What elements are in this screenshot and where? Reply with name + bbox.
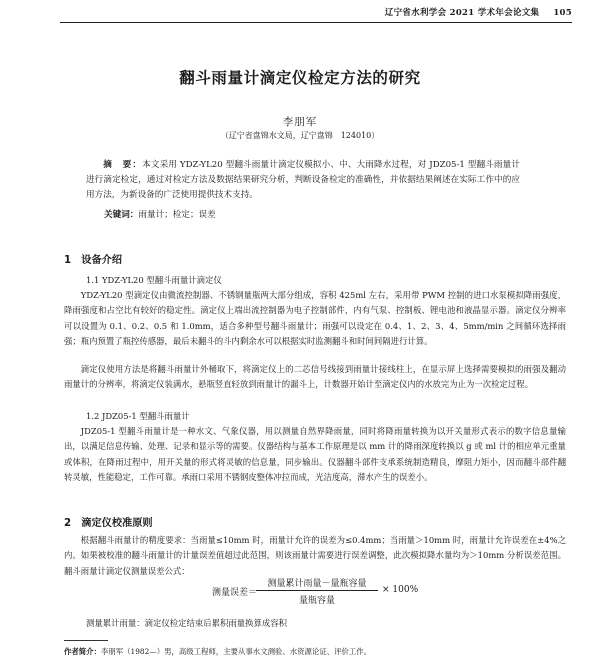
subsection-heading: 1.2 JDZ05-1 型翻斗雨量计 xyxy=(86,411,190,421)
body-paragraph: 滴定仪使用方法是将翻斗雨量计外桶取下，将滴定仪上的二芯信号线接到雨量计接线柱上，在显示屏上选择需要模拟的雨强及翻动雨量计的分辨率，将滴定仪装满水，悬瓶竖直轻放到雨量计的漏斗上，计数器开始计至滴定仪内的水放完为止为一次检定过程。 xyxy=(64,364,566,390)
journal-name: 辽宁省水利学会 2021 学术年会论文集 xyxy=(384,8,540,18)
abstract-label: 摘 要： xyxy=(103,160,143,170)
keywords-label: 关键词： xyxy=(104,210,139,220)
header-rule xyxy=(60,22,572,23)
body-paragraph: YDZ-YL20 型滴定仪由微流控制器、不锈钢量瓶两大部分组成，容积 425ml 左右，采用带 PWM 控制的进口水泵模拟降雨强度，降雨强度和占空比有较好的稳定性。滴定仪上端出流控制器为电子控制部件，内有气泵、控制板、锂电池和液晶显示器。滴定仪分辨率可以设置为 0.1、0.2、0.5 和 1.0mm，适合多种型号翻斗雨量计；雨强可以设定在 0.4、1、2、3、4、5mm/min 之间循环选择雨强；瓶内预置了瓶控传感器，最后未翻斗的斗内剩余水可以根据实时监测翻斗和时间间隔进行计算。 xyxy=(64,290,566,347)
footnote xyxy=(64,646,371,657)
formula-note: 测量累计雨量：滴定仪检定结束后累积雨量换算成容积 xyxy=(86,618,287,628)
body-paragraph: JDZ05-1 型翻斗雨量计是一种水文、气象仪器，用以测量自然界降雨量，同时将降雨量转换为以开关量形式表示的数字信息量输出，以满足信息传输、处理、记录和显示等的需要。仪器结构与基本工作原理是以 mm 计的降雨深度转换以 g 或 ml 计的相应单元重量或体积，在降雨过程中，用开关量的形式将灵敏的信息量，同步输出。仪器翻斗部件支承系统制造精良，摩阻力矩小，因而翻斗部件翻转灵敏，性能稳定，工作可靠。承雨口采用不锈钢皮整体冲拉而成，光洁度高，滞水产生的误差小。 xyxy=(64,426,566,483)
footnote-text: 李朋军（1982—）男，高级工程师，主要从事水文测验、水资源论证、评价工作。 xyxy=(100,647,372,656)
formula-numerator: 测量累计雨量－量瓶容量 xyxy=(256,576,378,591)
author-affiliation: （辽宁省盘锦水文局，辽宁盘锦 124010） xyxy=(220,131,380,140)
keywords-text: 雨量计；检定；误差 xyxy=(138,210,216,220)
abstract xyxy=(86,158,520,203)
formula-fraction xyxy=(256,576,378,606)
body-paragraph: 根据翻斗雨量计的精度要求：当雨量≤10mm 时，雨量计允许的误差为≤0.4mm；当雨量＞10mm 时，雨量计允许误差在±4%之内。如果被校准的翻斗雨量计的计量误差值超过此范围，则该雨量计需要进行误差调整，此次模拟降水量均为＞10mm 分析误差范围。翻斗雨量计滴定仪测量误差公式： xyxy=(64,535,566,576)
section-heading: 1 设备介绍 xyxy=(64,255,123,266)
paper-title: 翻斗雨量计滴定仪检定方法的研究 xyxy=(179,69,421,87)
error-formula xyxy=(212,576,432,606)
page-number: 105 xyxy=(553,8,572,18)
abstract-text: 本文采用 YDZ-YL20 型翻斗雨量计滴定仪模拟小、中、大雨降水过程，对 JDZ05-1 型翻斗雨量计进行滴定检定，通过对检定方法及数据结果研究分析，判断设备检定的准确性，并依据结果阐述在实际工作中的应用方法，为新设备的广泛使用提供技术支持。 xyxy=(86,160,520,200)
formula-denominator: 量瓶容量 xyxy=(298,596,335,606)
formula-rhs: × 100% xyxy=(382,585,419,595)
footnote-label: 作者简介： xyxy=(64,647,101,656)
author-name: 李朋军 xyxy=(282,116,318,128)
footnote-rule xyxy=(64,640,108,641)
keywords xyxy=(104,208,216,220)
subsection-heading: 1.1 YDZ-YL20 型翻斗雨量计滴定仪 xyxy=(86,275,222,285)
formula-lhs: 测量误差＝ xyxy=(212,588,258,598)
running-header xyxy=(60,6,572,22)
section-heading: 2 滴定仪校准原则 xyxy=(64,518,153,529)
